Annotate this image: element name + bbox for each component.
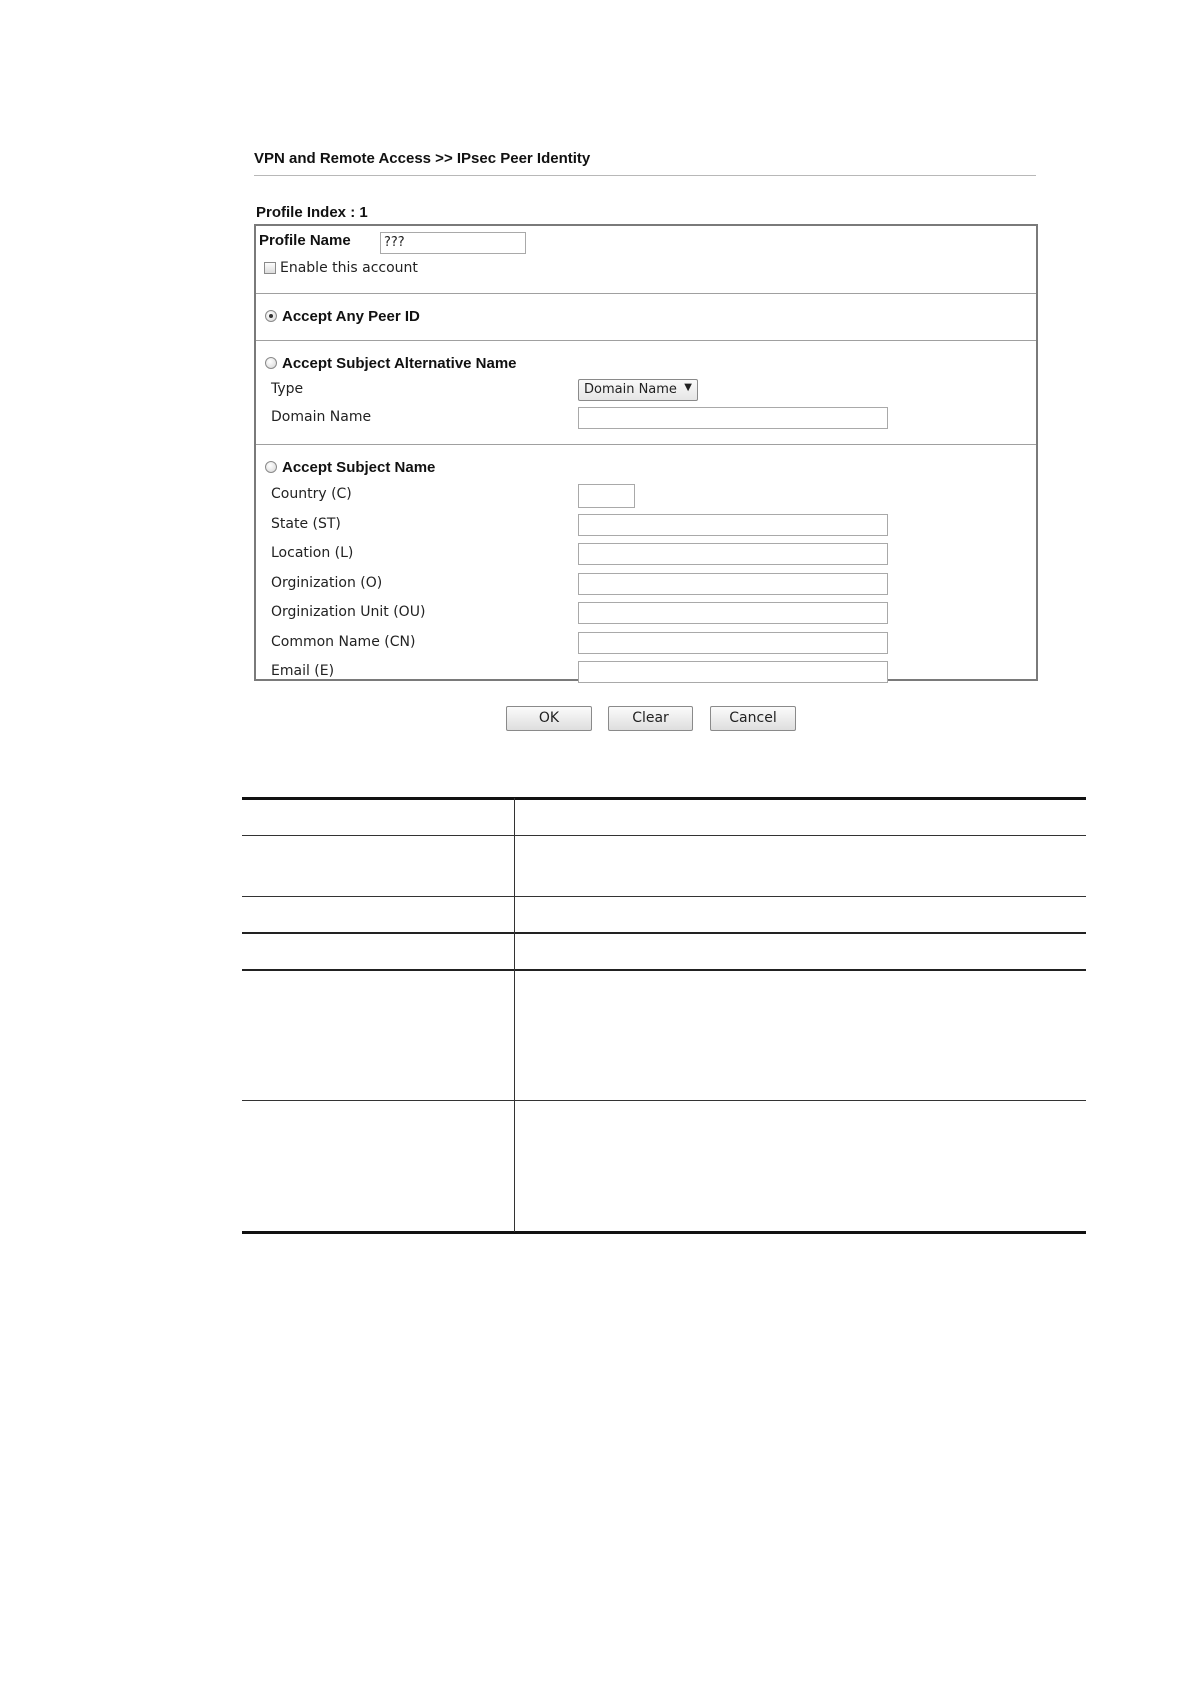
organization-unit-label: Orginization Unit (OU) [271,604,426,620]
accept-any-peer-radio[interactable] [265,310,277,322]
table-column-divider [514,798,515,1232]
type-select[interactable] [578,379,698,401]
type-label: Type [271,381,304,397]
email-label: Email (E) [271,663,335,679]
clear-button[interactable]: Clear [608,706,693,731]
page-title: VPN and Remote Access >> IPsec Peer Identity [254,150,591,167]
profile-index-label: Profile Index : 1 [256,204,368,221]
accept-subject-alt-name-label: Accept Subject Alternative Name [282,355,517,372]
location-input[interactable] [578,543,888,565]
domain-name-label: Domain Name [271,409,372,425]
organization-label: Orginization (O) [271,575,383,591]
accept-subject-name-label: Accept Subject Name [282,459,436,476]
profile-name-label: Profile Name [259,232,351,249]
table-row-divider [242,835,1086,836]
organization-input[interactable] [578,573,888,595]
table-row-divider [242,969,1086,971]
type-select-value: Domain Name [584,382,677,397]
email-input[interactable] [578,661,888,683]
common-name-label: Common Name (CN) [271,634,416,650]
state-input[interactable] [578,514,888,536]
table-row-divider [242,896,1086,897]
state-label: State (ST) [271,516,341,532]
location-label: Location (L) [271,545,354,561]
ok-button[interactable]: OK [506,706,592,731]
accept-any-peer-label: Accept Any Peer ID [282,308,420,325]
section-divider [256,444,1036,445]
domain-name-input[interactable] [578,407,888,429]
table-bottom-rule [242,1231,1086,1234]
table-top-rule [242,797,1086,800]
section-divider [256,340,1036,341]
accept-subject-name-radio[interactable] [265,461,277,473]
title-divider [254,175,1036,176]
table-row-divider [242,932,1086,934]
country-input[interactable] [578,484,635,508]
table-row-divider [242,1100,1086,1101]
enable-account-label: Enable this account [280,260,418,276]
peer-identity-panel [254,224,1038,681]
common-name-input[interactable] [578,632,888,654]
section-divider [256,293,1036,294]
organization-unit-input[interactable] [578,602,888,624]
chevron-down-icon: ▼ [684,382,692,393]
country-label: Country (C) [271,486,352,502]
profile-name-input[interactable]: ??? [380,232,526,254]
cancel-button[interactable]: Cancel [710,706,796,731]
enable-account-checkbox[interactable] [264,262,276,274]
accept-subject-alt-name-radio[interactable] [265,357,277,369]
